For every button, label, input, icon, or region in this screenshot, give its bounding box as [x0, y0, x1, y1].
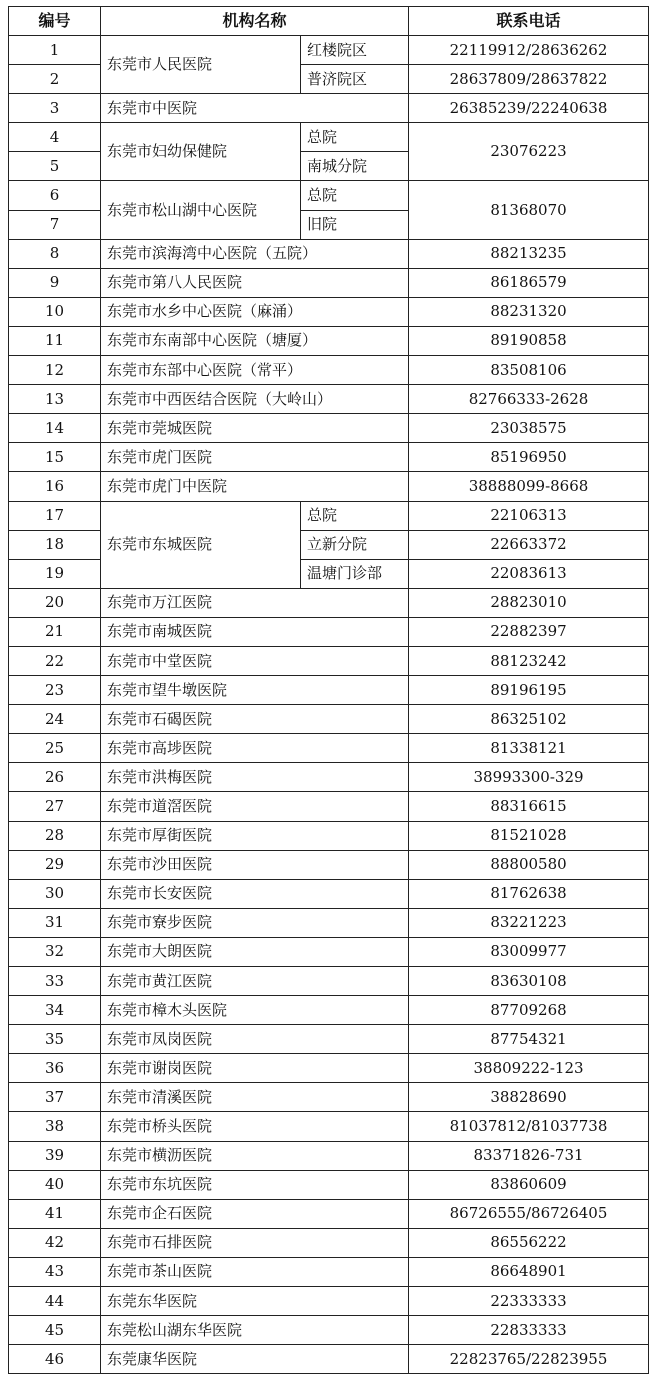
table-row [9, 1025, 649, 1054]
institution-name: 东莞市东部中心医院（常平） [101, 356, 409, 385]
row-number: 6 [9, 181, 101, 210]
table-row [9, 967, 649, 996]
institution-name: 东莞市万江医院 [101, 588, 409, 617]
institution-name: 东莞市樟木头医院 [101, 996, 409, 1025]
phone-number: 89190858 [409, 326, 649, 355]
row-number: 33 [9, 967, 101, 996]
phone-number: 38828690 [409, 1083, 649, 1112]
institution-name: 东莞市谢岗医院 [101, 1054, 409, 1083]
table-row [9, 356, 649, 385]
table-row [9, 385, 649, 414]
phone-number: 81762638 [409, 879, 649, 908]
row-number: 32 [9, 937, 101, 966]
institution-name: 东莞市黄江医院 [101, 967, 409, 996]
table-body [9, 36, 649, 1374]
header-number: 编号 [9, 7, 101, 36]
phone-number: 81368070 [409, 181, 649, 239]
hospital-contact-table [8, 6, 649, 1374]
institution-name: 东莞松山湖东华医院 [101, 1316, 409, 1345]
table-row [9, 1199, 649, 1228]
institution-name: 东莞市滨海湾中心医院（五院） [101, 239, 409, 268]
phone-number: 26385239/22240638 [409, 94, 649, 123]
table-row [9, 414, 649, 443]
row-number: 46 [9, 1345, 101, 1374]
phone-number: 22083613 [409, 559, 649, 588]
phone-number: 22663372 [409, 530, 649, 559]
phone-number: 22106313 [409, 501, 649, 530]
row-number: 43 [9, 1257, 101, 1286]
phone-number: 28823010 [409, 588, 649, 617]
row-number: 28 [9, 821, 101, 850]
phone-number: 83371826-731 [409, 1141, 649, 1170]
row-number: 7 [9, 210, 101, 239]
phone-number: 82766333-2628 [409, 385, 649, 414]
institution-name: 东莞市妇幼保健院 [101, 123, 301, 181]
phone-number: 83221223 [409, 908, 649, 937]
table-row [9, 792, 649, 821]
row-number: 3 [9, 94, 101, 123]
institution-name: 东莞市茶山医院 [101, 1257, 409, 1286]
table-row [9, 94, 649, 123]
phone-number: 38993300-329 [409, 763, 649, 792]
phone-number: 23038575 [409, 414, 649, 443]
row-number: 4 [9, 123, 101, 152]
row-number: 14 [9, 414, 101, 443]
table-row [9, 676, 649, 705]
table-row [9, 501, 649, 530]
institution-name: 东莞市桥头医院 [101, 1112, 409, 1141]
row-number: 22 [9, 646, 101, 675]
institution-name: 东莞市企石医院 [101, 1199, 409, 1228]
table-row [9, 472, 649, 501]
phone-number: 38809222-123 [409, 1054, 649, 1083]
institution-name: 东莞康华医院 [101, 1345, 409, 1374]
phone-number: 86648901 [409, 1257, 649, 1286]
table-row [9, 239, 649, 268]
row-number: 20 [9, 588, 101, 617]
institution-name: 东莞市石碣医院 [101, 705, 409, 734]
row-number: 1 [9, 36, 101, 65]
table-row [9, 1287, 649, 1316]
table-row [9, 996, 649, 1025]
table-header-row [9, 7, 649, 36]
phone-number: 83630108 [409, 967, 649, 996]
institution-name: 东莞市东坑医院 [101, 1170, 409, 1199]
institution-name: 东莞市东城医院 [101, 501, 301, 588]
row-number: 15 [9, 443, 101, 472]
table-row [9, 1170, 649, 1199]
table-row [9, 734, 649, 763]
row-number: 38 [9, 1112, 101, 1141]
table-row [9, 1316, 649, 1345]
phone-number: 86186579 [409, 268, 649, 297]
institution-name: 东莞市厚街医院 [101, 821, 409, 850]
table-row [9, 181, 649, 210]
header-phone: 联系电话 [409, 7, 649, 36]
phone-number: 22823765/22823955 [409, 1345, 649, 1374]
table-row [9, 297, 649, 326]
row-number: 8 [9, 239, 101, 268]
table-row [9, 646, 649, 675]
row-number: 11 [9, 326, 101, 355]
phone-number: 81037812/81037738 [409, 1112, 649, 1141]
table-row [9, 1112, 649, 1141]
table-row [9, 879, 649, 908]
row-number: 39 [9, 1141, 101, 1170]
institution-name: 东莞市莞城医院 [101, 414, 409, 443]
phone-number: 28637809/28637822 [409, 65, 649, 94]
row-number: 21 [9, 617, 101, 646]
institution-name: 东莞市凤岗医院 [101, 1025, 409, 1054]
institution-name: 东莞市人民医院 [101, 36, 301, 94]
phone-number: 88800580 [409, 850, 649, 879]
institution-name: 东莞市望牛墩医院 [101, 676, 409, 705]
phone-number: 86726555/86726405 [409, 1199, 649, 1228]
institution-name: 东莞市大朗医院 [101, 937, 409, 966]
institution-name: 东莞市清溪医院 [101, 1083, 409, 1112]
table-row [9, 36, 649, 65]
institution-name: 东莞市沙田医院 [101, 850, 409, 879]
phone-number: 83860609 [409, 1170, 649, 1199]
institution-name: 东莞市长安医院 [101, 879, 409, 908]
phone-number: 83009977 [409, 937, 649, 966]
row-number: 42 [9, 1228, 101, 1257]
row-number: 9 [9, 268, 101, 297]
row-number: 17 [9, 501, 101, 530]
phone-number: 88316615 [409, 792, 649, 821]
phone-number: 22333333 [409, 1287, 649, 1316]
row-number: 12 [9, 356, 101, 385]
branch-name: 红楼院区 [301, 36, 409, 65]
institution-name: 东莞市中医院 [101, 94, 409, 123]
row-number: 35 [9, 1025, 101, 1054]
phone-number: 87709268 [409, 996, 649, 1025]
table-row [9, 443, 649, 472]
phone-number: 89196195 [409, 676, 649, 705]
branch-name: 温塘门诊部 [301, 559, 409, 588]
row-number: 16 [9, 472, 101, 501]
phone-number: 85196950 [409, 443, 649, 472]
institution-name: 东莞市第八人民医院 [101, 268, 409, 297]
row-number: 45 [9, 1316, 101, 1345]
branch-name: 立新分院 [301, 530, 409, 559]
table-row [9, 850, 649, 879]
institution-name: 东莞东华医院 [101, 1287, 409, 1316]
row-number: 34 [9, 996, 101, 1025]
table-row [9, 326, 649, 355]
row-number: 2 [9, 65, 101, 94]
institution-name: 东莞市虎门中医院 [101, 472, 409, 501]
phone-number: 38888099-8668 [409, 472, 649, 501]
institution-name: 东莞市东南部中心医院（塘厦） [101, 326, 409, 355]
row-number: 24 [9, 705, 101, 734]
header-institution-name: 机构名称 [101, 7, 409, 36]
row-number: 27 [9, 792, 101, 821]
table-row [9, 123, 649, 152]
table-row [9, 821, 649, 850]
table-row [9, 1345, 649, 1374]
branch-name: 总院 [301, 181, 409, 210]
phone-number: 88123242 [409, 646, 649, 675]
table-row [9, 908, 649, 937]
institution-name: 东莞市洪梅医院 [101, 763, 409, 792]
row-number: 5 [9, 152, 101, 181]
row-number: 25 [9, 734, 101, 763]
phone-number: 88213235 [409, 239, 649, 268]
row-number: 18 [9, 530, 101, 559]
table-row [9, 1257, 649, 1286]
institution-name: 东莞市南城医院 [101, 617, 409, 646]
row-number: 23 [9, 676, 101, 705]
institution-name: 东莞市石排医院 [101, 1228, 409, 1257]
phone-number: 23076223 [409, 123, 649, 181]
row-number: 29 [9, 850, 101, 879]
institution-name: 东莞市寮步医院 [101, 908, 409, 937]
branch-name: 总院 [301, 123, 409, 152]
table-row [9, 1054, 649, 1083]
institution-name: 东莞市道滘医院 [101, 792, 409, 821]
row-number: 10 [9, 297, 101, 326]
phone-number: 22833333 [409, 1316, 649, 1345]
institution-name: 东莞市水乡中心医院（麻涌） [101, 297, 409, 326]
table-row [9, 1228, 649, 1257]
branch-name: 总院 [301, 501, 409, 530]
row-number: 36 [9, 1054, 101, 1083]
table-row [9, 1141, 649, 1170]
phone-number: 86556222 [409, 1228, 649, 1257]
row-number: 19 [9, 559, 101, 588]
table-row [9, 763, 649, 792]
row-number: 30 [9, 879, 101, 908]
branch-name: 普济院区 [301, 65, 409, 94]
row-number: 40 [9, 1170, 101, 1199]
phone-number: 81521028 [409, 821, 649, 850]
table-row [9, 268, 649, 297]
phone-number: 22119912/28636262 [409, 36, 649, 65]
table-row [9, 1083, 649, 1112]
branch-name: 南城分院 [301, 152, 409, 181]
row-number: 13 [9, 385, 101, 414]
institution-name: 东莞市中西医结合医院（大岭山） [101, 385, 409, 414]
institution-name: 东莞市松山湖中心医院 [101, 181, 301, 239]
institution-name: 东莞市高埗医院 [101, 734, 409, 763]
row-number: 37 [9, 1083, 101, 1112]
phone-number: 81338121 [409, 734, 649, 763]
institution-name: 东莞市横沥医院 [101, 1141, 409, 1170]
phone-number: 22882397 [409, 617, 649, 646]
branch-name: 旧院 [301, 210, 409, 239]
row-number: 44 [9, 1287, 101, 1316]
institution-name: 东莞市虎门医院 [101, 443, 409, 472]
table-row [9, 588, 649, 617]
phone-number: 86325102 [409, 705, 649, 734]
row-number: 26 [9, 763, 101, 792]
phone-number: 87754321 [409, 1025, 649, 1054]
phone-number: 83508106 [409, 356, 649, 385]
table-row [9, 937, 649, 966]
row-number: 41 [9, 1199, 101, 1228]
phone-number: 88231320 [409, 297, 649, 326]
institution-name: 东莞市中堂医院 [101, 646, 409, 675]
table-row [9, 705, 649, 734]
row-number: 31 [9, 908, 101, 937]
table-row [9, 617, 649, 646]
